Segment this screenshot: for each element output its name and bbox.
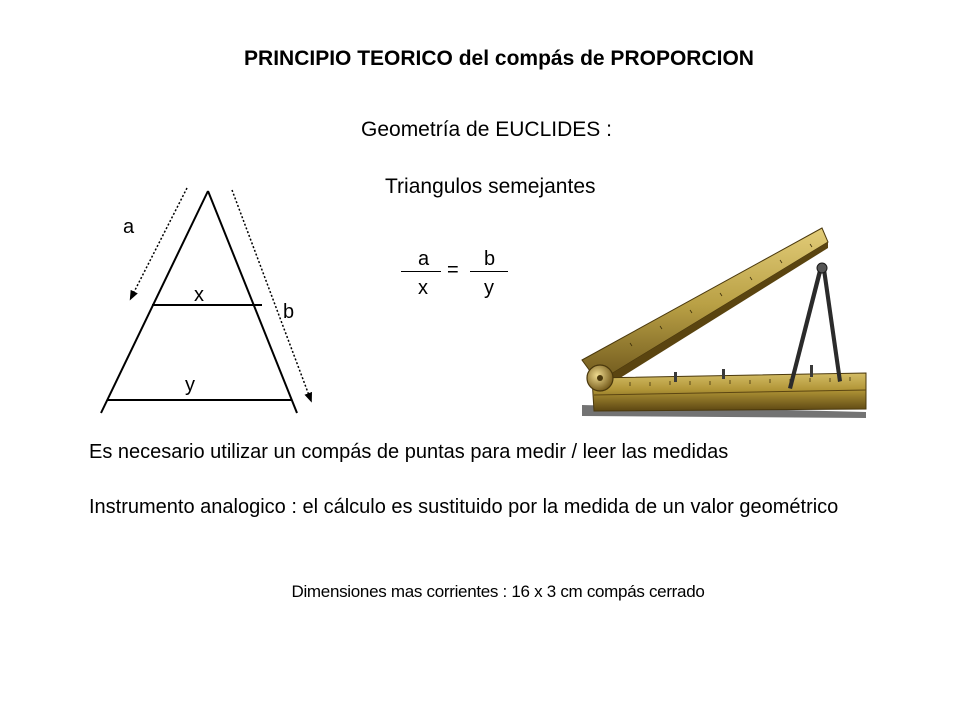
paragraph-measure: Es necesario utilizar un compás de puntas para medir / leer las medidas: [89, 441, 729, 463]
label-x: x: [194, 284, 204, 306]
formula-denominator-x: x: [418, 277, 428, 299]
paragraph-analog: Instrumento analogico : el cálculo es sustituido por la medida de un valor geométrico: [89, 496, 839, 518]
fraction-bar-right: [470, 271, 508, 272]
label-b: b: [283, 301, 295, 323]
formula-denominator-y: y: [484, 277, 494, 299]
arrow-b: [232, 190, 310, 398]
section-heading: Triangulos semejantes: [385, 175, 596, 198]
formula-equals: =: [447, 259, 459, 281]
formula-numerator-b: b: [484, 248, 496, 270]
dimensions-note: Dimensiones mas corrientes : 16 x 3 cm compás cerrado: [291, 582, 705, 601]
formula-numerator-a: a: [418, 248, 430, 270]
arrow-a: [132, 188, 187, 296]
subtitle: Geometría de EUCLIDES :: [361, 118, 612, 141]
fraction-bar-left: [401, 271, 441, 272]
page-title: PRINCIPIO TEORICO del compás de PROPORCION: [244, 47, 754, 70]
label-a: a: [123, 216, 135, 238]
proportional-compass-image: [570, 222, 890, 422]
label-y: y: [185, 374, 195, 396]
